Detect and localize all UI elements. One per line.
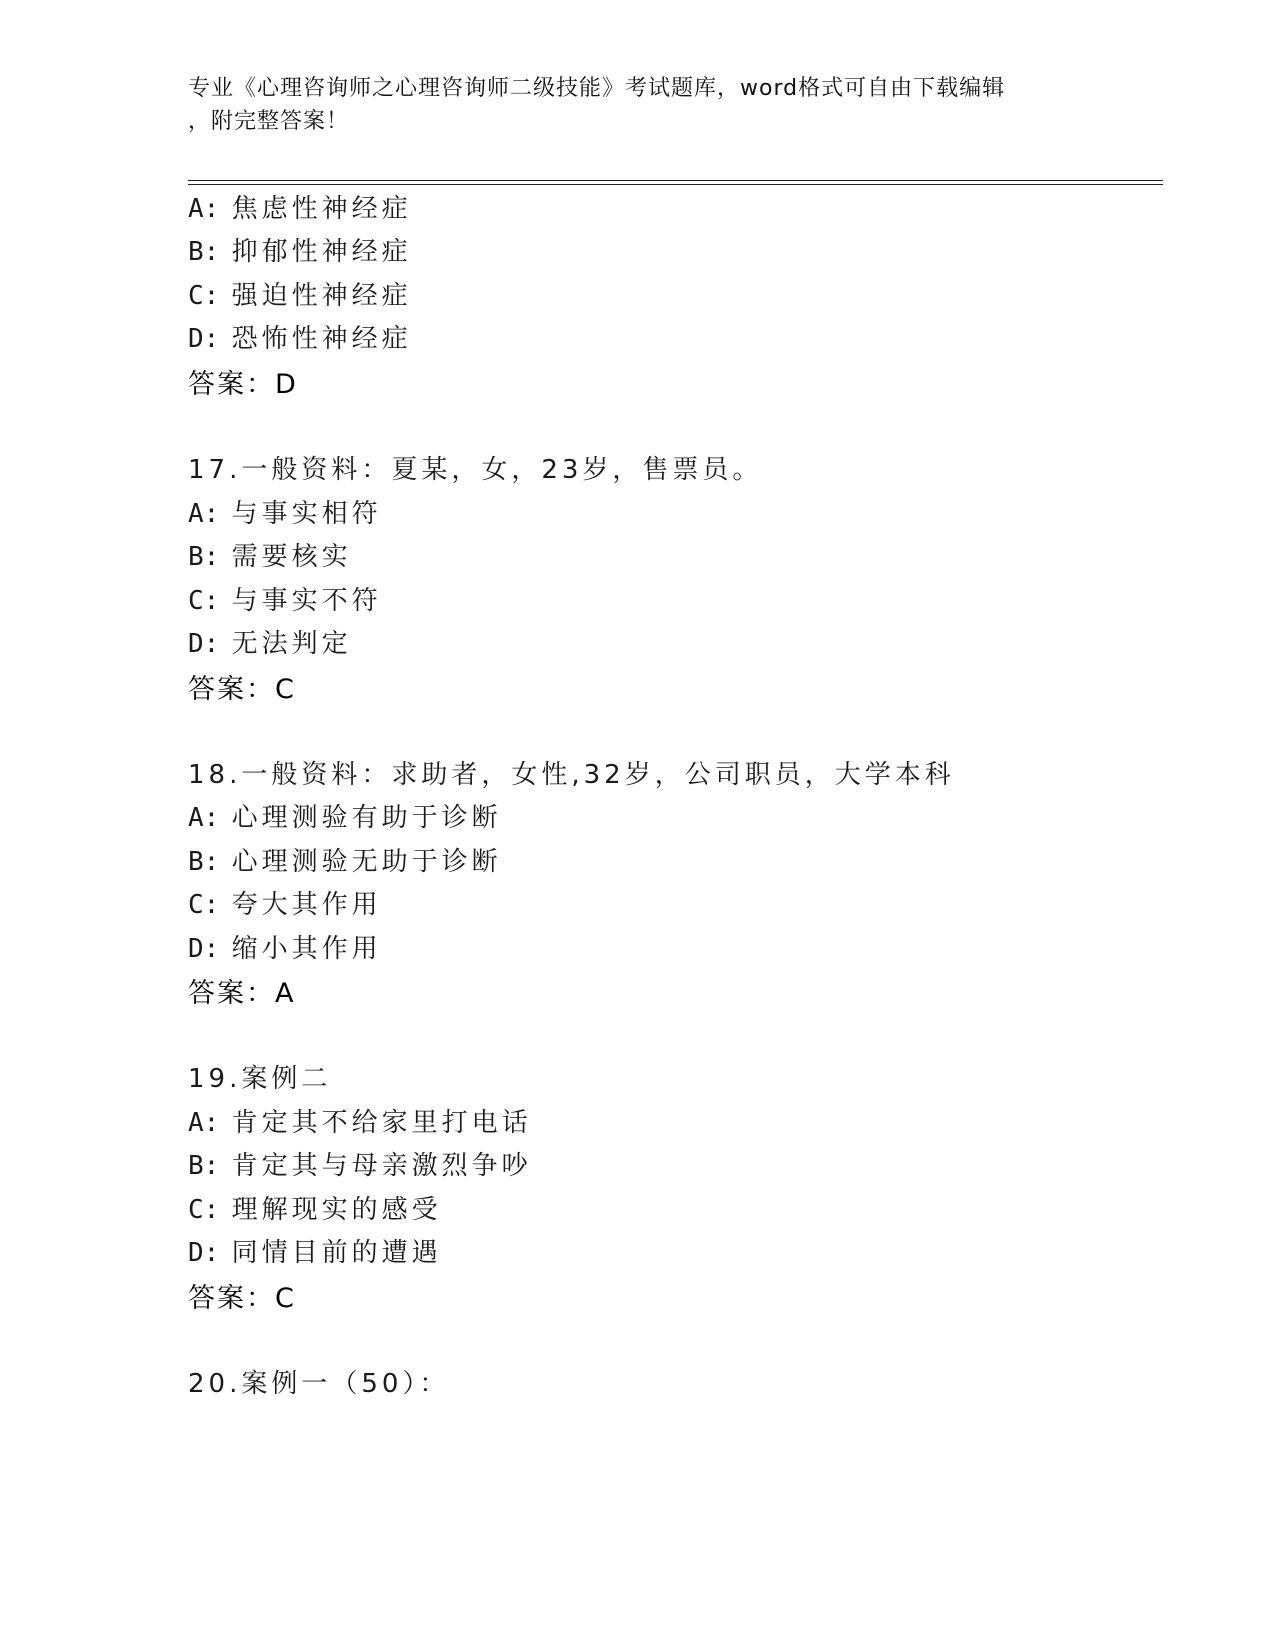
option-text: 同情目前的遭遇 <box>231 1238 442 1268</box>
question-18: 18.一般资料：求助者，女性,32岁，公司职员，大学本科 <box>188 760 955 790</box>
answer-line: 答案：C <box>188 674 296 705</box>
option-a <box>188 797 502 834</box>
answer-line: 答案：C <box>188 1283 296 1314</box>
option-text: 与事实不符 <box>231 586 382 616</box>
answer-line: 答案：D <box>188 369 298 400</box>
option-text: 与事实相符 <box>231 499 382 529</box>
option-d <box>188 1232 442 1269</box>
option-d <box>188 623 352 660</box>
question-19: 19.案例二 <box>188 1064 332 1094</box>
option-b <box>188 1145 532 1182</box>
option-c <box>188 275 412 312</box>
option-b <box>188 841 502 878</box>
option-c <box>188 580 382 617</box>
answer-line: 答案：A <box>188 978 296 1009</box>
option-text: 心理测验有助于诊断 <box>231 803 502 833</box>
option-key: C: <box>188 890 220 920</box>
option-a <box>188 493 382 530</box>
option-a <box>188 1102 532 1139</box>
option-text: 无法判定 <box>231 629 352 659</box>
option-d <box>188 318 412 355</box>
option-text: 理解现实的感受 <box>231 1195 442 1225</box>
option-text: 焦虑性神经症 <box>231 194 412 224</box>
question-20: 20.案例一（50）： <box>188 1369 450 1399</box>
header-divider-bottom <box>188 184 1163 185</box>
option-a <box>188 188 412 225</box>
option-key: A: <box>188 803 220 833</box>
option-text: 肯定其与母亲激烈争吵 <box>231 1151 532 1181</box>
option-key: B: <box>188 1151 220 1181</box>
option-d <box>188 928 382 965</box>
option-text: 缩小其作用 <box>231 934 382 964</box>
option-key: B: <box>188 847 220 877</box>
option-key: D: <box>188 324 220 354</box>
option-text: 心理测验无助于诊断 <box>231 847 502 877</box>
option-text: 夸大其作用 <box>231 890 382 920</box>
option-key: B: <box>188 237 220 267</box>
option-key: C: <box>188 586 220 616</box>
header-line-1: 专业《心理咨询师之心理咨询师二级技能》考试题库，word格式可自由下载编辑 <box>188 76 1006 101</box>
option-key: C: <box>188 1195 220 1225</box>
option-key: C: <box>188 281 220 311</box>
option-text: 肯定其不给家里打电话 <box>231 1108 532 1138</box>
option-key: A: <box>188 499 220 529</box>
option-c <box>188 884 382 921</box>
option-text: 需要核实 <box>231 542 352 572</box>
document-header <box>188 72 1088 138</box>
option-key: D: <box>188 934 220 964</box>
option-key: D: <box>188 1238 220 1268</box>
option-b <box>188 536 352 573</box>
option-text: 恐怖性神经症 <box>231 324 412 354</box>
option-text: 抑郁性神经症 <box>231 237 412 267</box>
option-c <box>188 1189 442 1226</box>
header-line-2: ，附完整答案！ <box>188 109 350 134</box>
option-key: B: <box>188 542 220 572</box>
option-key: D: <box>188 629 220 659</box>
option-text: 强迫性神经症 <box>231 281 412 311</box>
option-key: A: <box>188 194 220 224</box>
header-divider-top <box>188 180 1163 181</box>
option-key: A: <box>188 1108 220 1138</box>
option-b <box>188 231 412 268</box>
question-17: 17.一般资料：夏某，女，23岁，售票员。 <box>188 455 763 485</box>
